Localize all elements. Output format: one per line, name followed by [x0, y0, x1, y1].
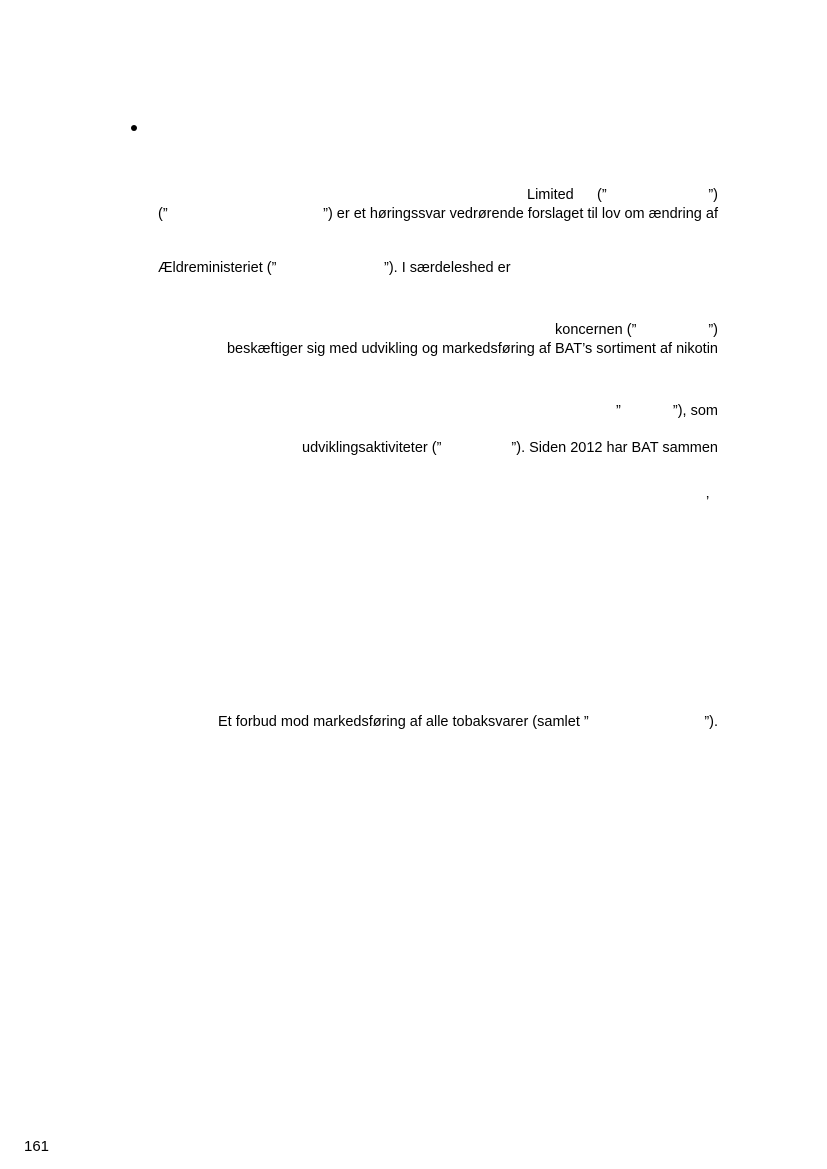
- text-fragment: ”: [616, 403, 621, 419]
- text-fragment: Ældreministeriet (”: [158, 260, 277, 276]
- text-fragment: beskæftiger sig med udvikling og markedsføring af BAT’s sortiment af nikotin: [226, 341, 718, 357]
- text-fragment: (”: [158, 206, 168, 222]
- page-number: 161: [24, 1138, 50, 1155]
- text-fragment: ”) er et høringssvar vedrørende forslaget til lov om ændring af: [323, 206, 718, 222]
- text-fragment: Limited: [527, 187, 574, 203]
- text-fragment: (”: [597, 187, 607, 203]
- text-fragment: udviklingsaktiviteter (”: [302, 440, 442, 456]
- text-fragment: ”). I særdeleshed er: [384, 260, 511, 276]
- text-fragment: Et forbud mod markedsføring af alle tobaksvarer (samlet ”: [218, 714, 589, 730]
- text-fragment: ”): [708, 187, 718, 203]
- bullet-icon: [131, 125, 137, 131]
- text-fragment: ”). Siden 2012 har BAT sammen: [511, 440, 718, 456]
- text-fragment: ”), som: [672, 403, 718, 419]
- text-fragment: ”).: [704, 714, 718, 730]
- text-fragment: koncernen (”: [555, 322, 637, 338]
- text-fragment: ”): [708, 322, 718, 338]
- text-fragment: ’: [706, 494, 710, 510]
